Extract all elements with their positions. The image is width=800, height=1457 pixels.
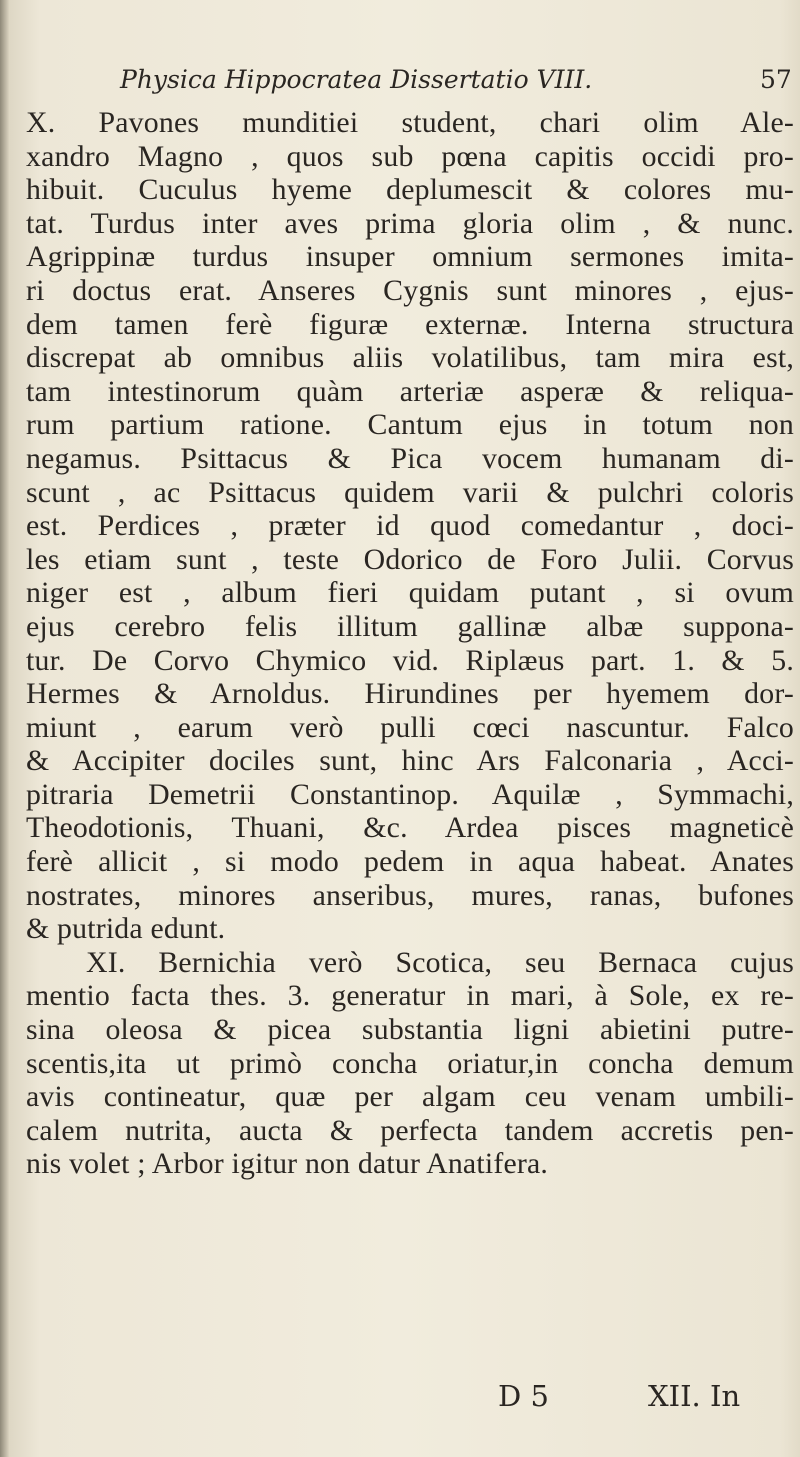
text-line: xandro Magno , quos sub pœna capitis occidi pro- <box>26 139 794 173</box>
text-line: ri doctus erat. Anseres Cygnis sunt minores , ejus- <box>26 273 794 307</box>
text-line: X. Pavones munditiei student, chari olim Ale- <box>26 106 794 139</box>
text-line: ejus cerebro felis illitum gallinæ albæ suppona- <box>26 609 794 643</box>
text-line: nostrates, minores anseribus, mures, ranas, bufones <box>26 878 794 912</box>
text-line: tat. Turdus inter aves prima gloria olim , & nunc. <box>26 206 794 240</box>
text-line: discrepat ab omnibus aliis volatilibus, tam mira est, <box>26 341 794 375</box>
signature-mark: D 5 <box>498 1379 549 1413</box>
text-line: hibuit. Cuculus hyeme deplumescit & colores mu- <box>26 173 794 207</box>
text-line: tur. De Corvo Chymico vid. Riplæus part. 1. & 5. <box>26 643 794 677</box>
text-line: Theodotionis, Thuani, &c. Ardea pisces magneticè <box>26 811 794 845</box>
catchword: XII. In <box>648 1379 741 1413</box>
text-line: Hermes & Arnoldus. Hirundines per hyemem dor- <box>26 677 794 711</box>
text-line: pitraria Demetrii Constantinop. Aquilæ , Symmachi, <box>26 777 794 811</box>
text-line: niger est , album fieri quidam putant , si ovum <box>26 576 794 610</box>
running-header <box>120 58 800 102</box>
text-line: XI. Bernichia verò Scotica, seu Bernaca cujus <box>86 945 794 979</box>
text-line: est. Perdices , præter id quod comedantur , doci- <box>26 509 794 543</box>
page-number: 57 <box>760 65 792 94</box>
catchline <box>0 1378 800 1414</box>
text-line: miunt , earum verò pulli cœci nascuntur. Falco <box>26 710 794 744</box>
page-gutter-shadow <box>0 0 10 1457</box>
text-line: scunt , ac Psittacus quidem varii & pulchri coloris <box>26 475 794 509</box>
body-text <box>26 106 794 1181</box>
text-line: ferè allicit , si modo pedem in aqua habeat. Anates <box>26 845 794 879</box>
text-line: tam intestinorum quàm arteriæ asperæ & reliqua- <box>26 374 794 408</box>
text-line: scentis,ita ut primò concha oriatur,in concha demum <box>26 1046 794 1080</box>
text-line: avis contineatur, quæ per algam ceu venam umbili- <box>26 1080 794 1114</box>
text-line: nis volet ; Arbor igitur non datur Anatifera. <box>26 1147 549 1181</box>
text-line: Agrippinæ turdus insuper omnium sermones imita- <box>26 240 794 274</box>
text-line: sina oleosa & picea substantia ligni abietini putre- <box>26 1013 794 1047</box>
text-line: & putrida edunt. <box>26 912 226 946</box>
text-line: les etiam sunt , teste Odorico de Foro Julii. Corvus <box>26 542 794 576</box>
text-line: rum partium ratione. Cantum ejus in totum non <box>26 408 794 442</box>
running-title: Physica Hippocratea Dissertatio VIII. <box>120 65 593 94</box>
text-line: calem nutrita, aucta & perfecta tandem accretis pen- <box>26 1113 794 1147</box>
text-line: mentio facta thes. 3. generatur in mari, à Sole, ex re- <box>26 979 794 1013</box>
text-line: negamus. Psittacus & Pica vocem humanam di- <box>26 441 794 475</box>
text-line: & Accipiter dociles sunt, hinc Ars Falconaria , Acci- <box>26 744 794 778</box>
text-line: dem tamen ferè figuræ externæ. Interna structura <box>26 307 794 341</box>
